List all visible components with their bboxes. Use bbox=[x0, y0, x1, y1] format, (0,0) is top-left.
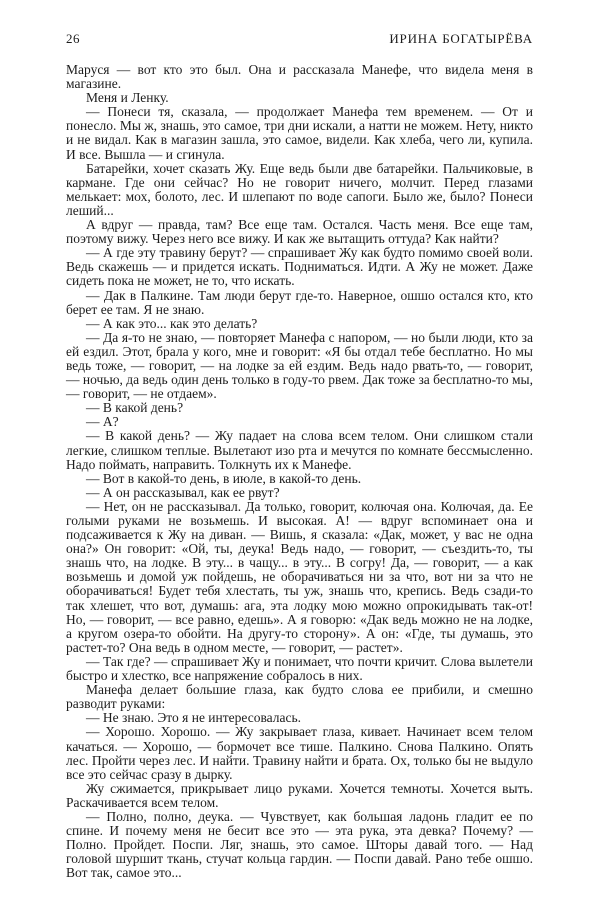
paragraph: А вдруг — правда, там? Все еще там. Остался. Часть меня. Все еще там, поэтому вижу. Через него все вижу. И как же вытащить оттуда? Как найти? bbox=[66, 217, 533, 247]
paragraph: — А где эту травину берут? — спрашивает Жу как будто помимо своей воли. Ведь скажешь — и придется искать. Подниматься. Идти. А Жу не может. Даже сидеть пока не может, не то, что искать. bbox=[66, 245, 533, 289]
paragraph: — В какой день? bbox=[86, 400, 184, 416]
paragraph: Маруся — вот кто это был. Она и рассказала Манефе, что видела меня в магазине. bbox=[66, 62, 533, 92]
paragraph: — Так где? — спрашивает Жу и понимает, что почти кричит. Слова вылетели быстро и хлестко, все напряжение собралось в них. bbox=[66, 653, 533, 684]
paragraph: — Нет, он не рассказывал. Да только, говорит, колючая она. Колючая, да. Ее голыми руками не возьмешь. И высокая. А! — вдруг вспоминает она и подсаживается к Жу на диван. — Вишь, я сказала: «Дак, может, у вас не одна она?» Он говорит: «Ой, ты, деука! Ведь надо, — говорит, — съездить-то, ты знашь что, на лодке. В эту... в чащу... в эту... В согру! Да, — говорит, — а как возьмешь и домой уж пойдешь, не оборачиваться ни за что, вот ни за что не оборачиваться! Будет тебя хлестать, ты уж, знашь что, крепись. Ведь сзади-то так хлешет, что вот, думашь: ага, эта лодку мою можно опрокидывать так-от! Но, — говорит, — все равно, едешь». А я говорю: «Дак ведь можно не на лодке, а кругом озера-то обойти. На другу-то сторону». А он: «Где, ты думашь, это растет-то? Она ведь в одном месте, — говорит, — растет». bbox=[66, 498, 533, 655]
paragraph: Жу сжимается, прикрывает лицо руками. Хочется темноты. Хочется выть. Раскачивается всем телом. bbox=[66, 780, 533, 810]
paragraph: — Хорошо. Хорошо. — Жу закрывает глаза, кивает. Начинает всем телом качаться. — Хорошо, — бормочет все тише. Палкино. Снова Палкино. Опять лес. Пройти через лес. И найти. Травину найти и брата. Ох, только бы не выдуло все это сейчас сразу в дырку. bbox=[66, 724, 533, 782]
paragraph: — Да я-то не знаю, — повторяет Манефа с напором, — но были люди, кто за ей ездил. Этот, брала у кого, мне и говорит: «Я бы отдал тебе бесплатно. Но мы ведь тоже, — говорит, — на лодке за ей ездим. Ведь надо рвать-то, — говорит, — ночью, да ведь один день только в году-то рвем. Дак тоже за бесплатно-то мы, — говорит, — не отдаем». bbox=[66, 329, 533, 402]
running-title: ИРИНА БОГАТЫРЁВА bbox=[389, 31, 533, 46]
paragraph: — Вот в какой-то день, в июле, в какой-то день. bbox=[86, 470, 362, 486]
paragraph: — А как это... как это делать? bbox=[86, 315, 258, 331]
paragraph: — Понеси тя, сказала, — продолжает Манефа тем временем. — От и понесло. Мы ж, знашь, это самое, три дни искали, а натти не можем. Нету, никто и не видал. Как в магазин зашла, это самое, видели. Как хлеба, чего ли, купила. И все. Вышла — и сгинула. bbox=[66, 104, 533, 162]
page-body bbox=[66, 63, 533, 880]
paragraph: Меня и Ленку. bbox=[86, 90, 169, 106]
page-number: 26 bbox=[66, 31, 80, 46]
paragraph: Манефа делает большие глаза, как будто слова ее прибили, и смешно разводит руками: bbox=[66, 682, 533, 712]
paragraph: — А он рассказывал, как ее рвут? bbox=[86, 484, 280, 500]
paragraph: — Полно, полно, деука. — Чувствует, как большая ладонь гладит ее по спине. И почему меня не бесит все это — эта рука, эта девка? Почему? — Полно. Пройдет. Поспи. Ляг, знашь, это самое. Шторы давай того. — Над головой шуршит ткань, стучат кольца гардин. — Поспи давай. Рано тебе ошшо. Вот так, самое это... bbox=[66, 808, 533, 881]
page-header bbox=[66, 31, 533, 46]
paragraph: — В какой день? — Жу падает на слова всем телом. Они слишком стали легкие, слишком теплые. Вылетают изо рта и мечутся по комнате бессмысленно. Надо поймать, направить. Толкнуть их к Манефе. bbox=[66, 428, 533, 472]
paragraph: Батарейки, хочет сказать Жу. Еще ведь были две батарейки. Пальчиковые, в кармане. Где они сейчас? Но не говорит ничего, молчит. Перед глазами мелькает: мох, болото, лес. И шлепают по воде сапоги. Было же, было? Понеси леший... bbox=[66, 160, 533, 218]
paragraph: — Не знаю. Это я не интересовалась. bbox=[86, 710, 302, 726]
paragraph: — А? bbox=[86, 414, 119, 430]
paragraph: — Дак в Палкине. Там люди берут где-то. Наверное, ошшо остался кто, кто берет ее там. Я не знаю. bbox=[66, 287, 533, 317]
